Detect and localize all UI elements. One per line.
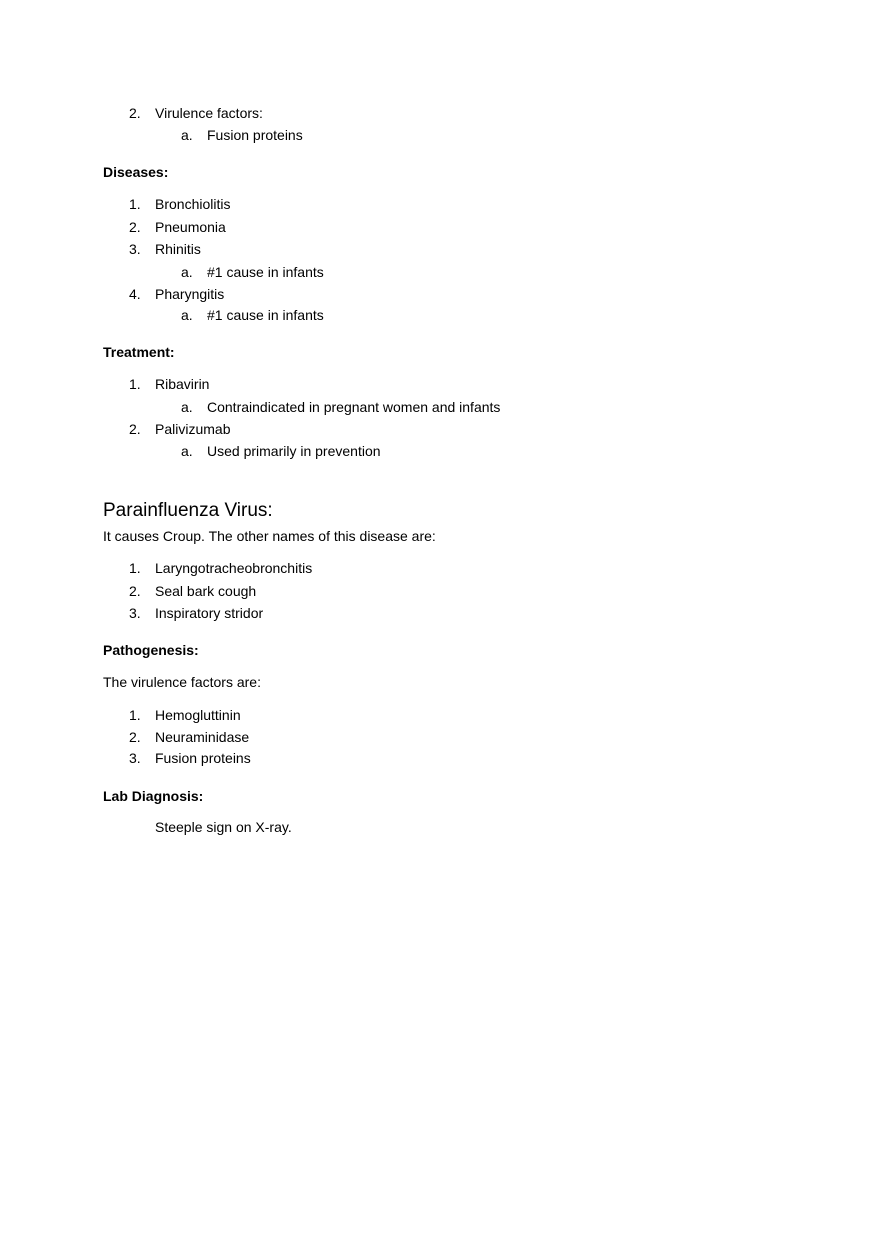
list-marker: 2. — [129, 105, 141, 121]
treatment-heading: Treatment: — [103, 344, 175, 360]
list-item-rhinitis: Rhinitis — [155, 241, 201, 257]
list-item-laryngotracheobronchitis: Laryngotracheobronchitis — [155, 560, 313, 576]
list-item-bronchiolitis: Bronchiolitis — [155, 196, 231, 212]
list-marker: 3. — [129, 241, 141, 257]
sub-list-item: #1 cause in infants — [207, 264, 324, 280]
section-title-parainfluenza: Parainfluenza Virus: — [103, 500, 273, 521]
list-marker: 1. — [129, 376, 141, 392]
list-marker: 1. — [129, 707, 141, 723]
list-marker: 1. — [129, 196, 141, 212]
sub-list-marker: a. — [181, 127, 193, 143]
sub-list-marker: a. — [181, 264, 193, 280]
list-marker: 2. — [129, 583, 141, 599]
list-item-hemogluttinin: Hemogluttinin — [155, 707, 241, 723]
parainfluenza-intro: It causes Croup. The other names of this disease are: — [103, 528, 436, 544]
list-item-seal-bark-cough: Seal bark cough — [155, 583, 257, 599]
lab-diagnosis-heading: Lab Diagnosis: — [103, 788, 204, 804]
sub-list-marker: a. — [181, 307, 193, 323]
list-marker: 4. — [129, 286, 141, 302]
list-marker: 3. — [129, 605, 141, 621]
sub-list-marker: a. — [181, 443, 193, 459]
list-marker: 3. — [129, 750, 141, 766]
list-item-palivizumab: Palivizumab — [155, 421, 231, 437]
list-marker: 2. — [129, 729, 141, 745]
sub-list-item: #1 cause in infants — [207, 307, 324, 323]
pathogenesis-heading: Pathogenesis: — [103, 642, 199, 658]
list-marker: 2. — [129, 421, 141, 437]
sub-list-item-fusion-proteins: Fusion proteins — [207, 127, 303, 143]
list-item-virulence-factors: Virulence factors: — [155, 105, 263, 121]
list-item-fusion-proteins: Fusion proteins — [155, 750, 251, 766]
list-item-neuraminidase: Neuraminidase — [155, 729, 250, 745]
list-marker: 1. — [129, 560, 141, 576]
sub-list-marker: a. — [181, 399, 193, 415]
pathogenesis-intro: The virulence factors are: — [103, 674, 261, 690]
sub-list-item: Used primarily in prevention — [207, 443, 381, 459]
list-item-ribavirin: Ribavirin — [155, 376, 210, 392]
diseases-heading: Diseases: — [103, 164, 169, 180]
sub-list-item: Contraindicated in pregnant women and infants — [207, 399, 501, 415]
lab-diagnosis-text: Steeple sign on X-ray. — [155, 819, 292, 835]
list-item-pneumonia: Pneumonia — [155, 219, 226, 235]
list-item-inspiratory-stridor: Inspiratory stridor — [155, 605, 264, 621]
list-item-pharyngitis: Pharyngitis — [155, 286, 225, 302]
list-marker: 2. — [129, 219, 141, 235]
